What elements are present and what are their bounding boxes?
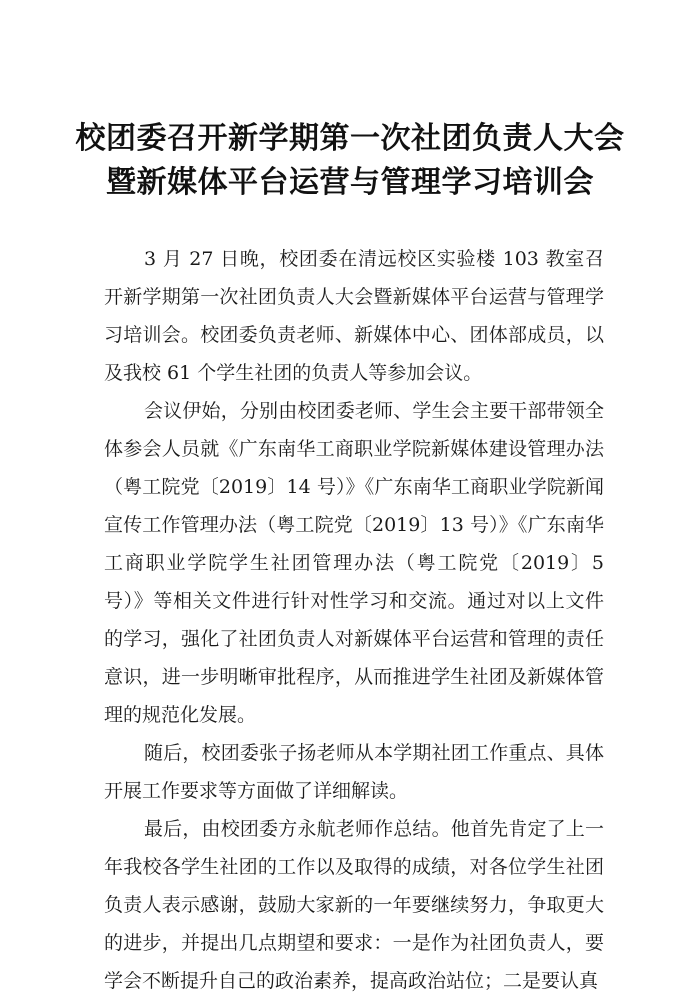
- document-body: [104, 240, 604, 1000]
- document-title-line-2: 暨新媒体平台运营与管理学习培训会: [106, 165, 594, 200]
- document-title-line-1: 校团委召开新学期第一次社团负责人大会: [75, 121, 625, 156]
- paragraph-4: 最后，由校团委方永航老师作总结。他首先肯定了上一年我校各学生社团的工作以及取得的成绩，对各位学生社团负责人表示感谢，鼓励大家新的一年要继续努力，争取更大的进步，并提出几点期望和要求：一是作为社团负责人，要学会不断提升自己的政治素养，提高政治站位；二是要认真: [104, 818, 604, 992]
- paragraph-1: 3 月 27 日晚，校团委在清远校区实验楼 103 教室召开新学期第一次社团负责人大会暨新媒体平台运营与管理学习培训会。校团委负责老师、新媒体中心、团体部成员，以及我校 61 个学生社团的负责人等参加会议。: [104, 248, 604, 384]
- paragraph-2: 会议伊始，分别由校团委老师、学生会主要干部带领全体参会人员就《广东南华工商职业学院新媒体建设管理办法（粤工院党〔2019〕14 号）》《广东南华工商职业学院新闻宣传工作管理办法（粤工院党〔2019〕13 号）》《广东南华工商职业学院学生社团管理办法（粤工院党〔2019〕5 号）》等相关文件进行针对性学习和交流。通过对以上文件的学习，强化了社团负责人对新媒体平台运营和管理的责任意识，进一步明晰审批程序，从而推进学生社团及新媒体管理的规范化发展。: [104, 400, 604, 726]
- paragraph-3: 随后，校团委张子扬老师从本学期社团工作重点、具体开展工作要求等方面做了详细解读。: [104, 742, 604, 802]
